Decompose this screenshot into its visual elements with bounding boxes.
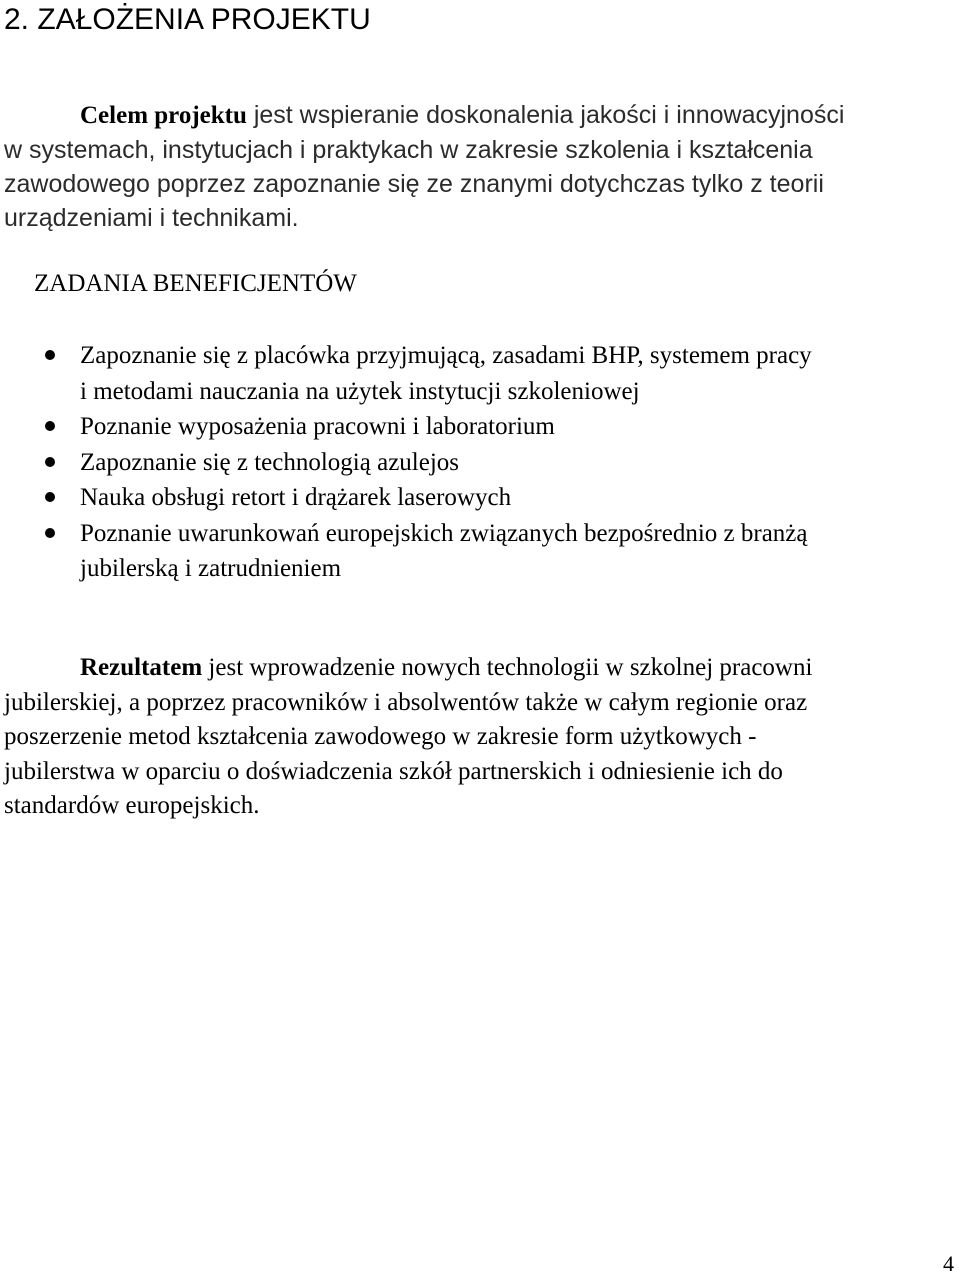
results-line [4, 651, 812, 686]
tasks-heading: ZADANIA BENEFICJENTÓW [34, 270, 357, 297]
results-paragraph [4, 651, 812, 824]
task-item-line: Zapoznanie się z technologią azulejos [80, 448, 460, 476]
task-item-line: jubilerską i zatrudnieniem [80, 555, 342, 582]
project-goal-line: urządzeniami i technikami. [4, 204, 299, 232]
task-item-line: Nauka obsługi retort i drążarek laserowych [80, 484, 512, 511]
bullet-icon [45, 492, 55, 502]
bullet-icon [45, 457, 55, 467]
page-number: 4 [943, 1251, 954, 1276]
project-goal-line: w systemach, instytucjach i praktykach w zakresie szkolenia i kształcenia [4, 136, 813, 164]
task-item-line: i metodami nauczania na użytek instytucji szkoleniowej [80, 377, 640, 405]
bullet-icon [45, 421, 55, 431]
task-item-line: Zapoznanie się z placówka przyjmującą, zasadami BHP, systemem pracy [80, 342, 812, 369]
results-lead: Rezultatem [80, 654, 203, 681]
task-item [0, 480, 812, 516]
project-goal-lead: Celem projektu [80, 102, 247, 129]
project-goal-paragraph [4, 98, 844, 235]
task-item [0, 338, 812, 409]
bullet-icon [45, 528, 55, 538]
task-item [0, 409, 812, 445]
project-goal-line [4, 98, 844, 133]
project-goal-line-text: jest wspieranie doskonalenia jakości i innowacyjności [246, 101, 845, 129]
task-item-line: Poznanie uwarunkowań europejskich związanych bezpośrednio z branżą [80, 519, 808, 547]
bullet-icon [45, 350, 55, 360]
results-line: jubilerskiej, a poprzez pracowników i absolwentów także w całym regionie oraz [4, 688, 808, 716]
task-item [0, 516, 812, 587]
tasks-list [0, 338, 812, 587]
results-line: poszerzenie metod kształcenia zawodowego w zakresie form użytkowych - [4, 723, 757, 750]
results-line: standardów europejskich. [4, 792, 260, 819]
results-line-text: jest wprowadzenie nowych technologii w szkolnej pracowni [202, 654, 813, 681]
task-item-line: Poznanie wyposażenia pracowni i laboratorium [80, 413, 555, 440]
page-title: 2. ZAŁOŻENIA PROJEKTU [4, 3, 371, 36]
results-line: jubilerstwa w oparciu o doświadczenia szkół partnerskich i odniesienie ich do [4, 757, 783, 785]
task-item [0, 445, 812, 481]
project-goal-line: zawodowego poprzez zapoznanie się ze znanymi dotychczas tylko z teorii [4, 170, 824, 198]
